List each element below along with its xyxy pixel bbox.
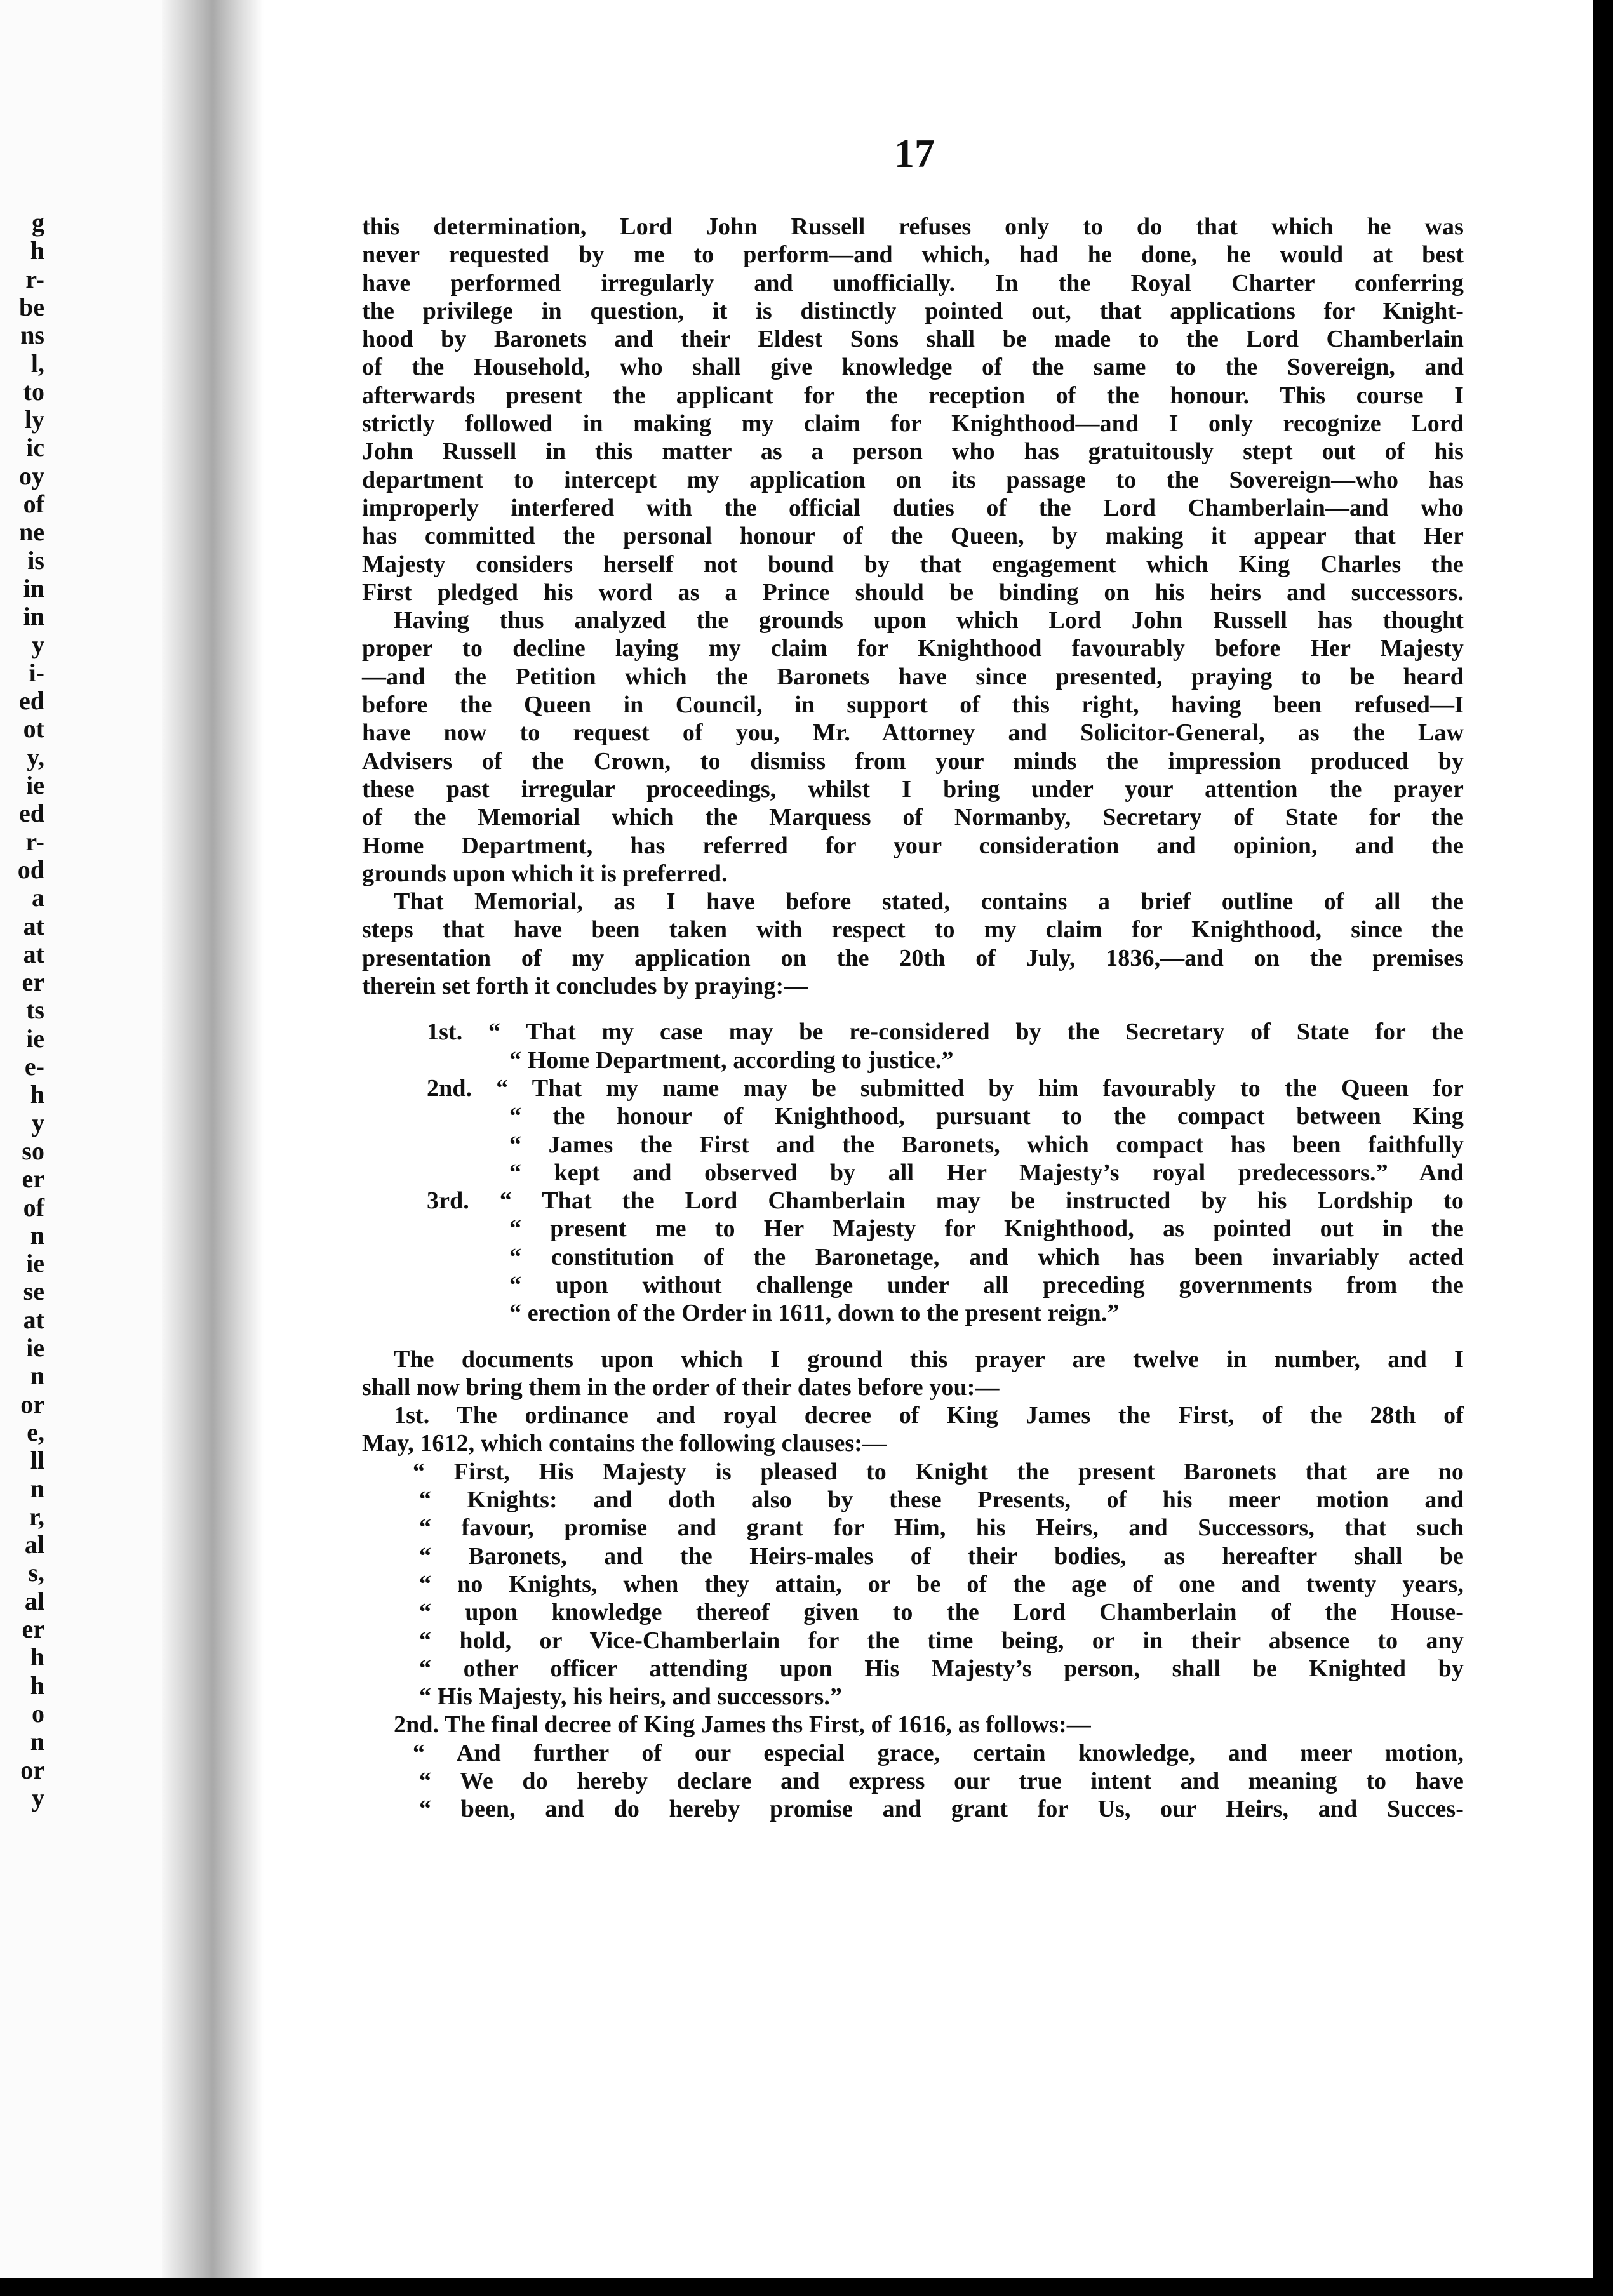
margin-fragment: so xyxy=(22,1136,44,1165)
text-line: 1st. “ That my case may be re-considered by the Secretary of State for the xyxy=(427,1018,1464,1046)
text-line: shall now bring them in the order of their dates before you:— xyxy=(362,1373,1000,1401)
text-line: department to intercept my application on its passage to the Sovereign—who has xyxy=(362,466,1464,493)
text-line: this determination, Lord John Russell refuses only to do that which he was xyxy=(362,213,1464,240)
text-line: 1st. The ordinance and royal decree of King James the First, of the 28th of xyxy=(394,1402,1464,1429)
text-line: have now to request of you, Mr. Attorney and Solicitor-General, as the Law xyxy=(362,719,1464,747)
margin-fragment: at xyxy=(23,1305,44,1334)
margin-fragment: y, xyxy=(27,742,44,771)
text-line: “ constitution of the Baronetage, and which has been invariably acted xyxy=(509,1243,1464,1271)
text-line: “ Knights: and doth also by these Presents, of his meer motion and xyxy=(419,1486,1464,1514)
margin-fragment: e, xyxy=(27,1417,44,1446)
text-line: “ hold, or Vice-Chamberlain for the time being, or in their absence to any xyxy=(419,1627,1464,1654)
margin-fragment: be xyxy=(19,292,44,321)
text-line: Home Department, has referred for your consideration and opinion, and the xyxy=(362,832,1464,859)
margin-fragment: o xyxy=(32,1699,44,1728)
margin-fragment: ie xyxy=(26,771,44,799)
margin-fragment: of xyxy=(23,490,44,518)
text-line: “ favour, promise and grant for Him, his Heirs, and Successors, that such xyxy=(419,1514,1464,1542)
text-line: May, 1612, which contains the following clauses:— xyxy=(362,1430,887,1457)
margin-fragment: is xyxy=(27,545,44,575)
text-line: “ upon knowledge thereof given to the Lord Chamberlain of the House- xyxy=(419,1599,1464,1626)
text-line: these past irregular proceedings, whilst I bring under your attention the prayer xyxy=(362,775,1464,803)
text-line: before the Queen in Council, in support of this right, having been refused—I xyxy=(362,691,1464,719)
margin-fragment: ed xyxy=(19,799,44,828)
text-line: “ upon without challenge under all preceding governments from the xyxy=(509,1271,1464,1298)
text-line: therein set forth it concludes by praying:— xyxy=(362,973,808,1000)
text-line: hood by Baronets and their Eldest Sons shall be made to the Lord Chamberlain xyxy=(362,326,1464,353)
text-line: Majesty considers herself not bound by that engagement which King Charles the xyxy=(362,551,1464,578)
text-line: of the Memorial which the Marquess of Normanby, Secretary of State for the xyxy=(362,804,1464,831)
margin-fragment: h xyxy=(30,236,44,265)
text-line: proper to decline laying my claim for Knighthood favourably before Her Majesty xyxy=(362,635,1464,662)
margin-fragment: r, xyxy=(29,1502,44,1531)
text-line: 2nd. The final decree of King James ths First, of 1616, as follows:— xyxy=(394,1711,1091,1739)
margin-fragment: y xyxy=(32,1108,44,1137)
margin-fragment: a xyxy=(32,883,44,912)
text-line: First pledged his word as a Prince should be binding on his heirs and successors. xyxy=(362,578,1464,606)
margin-fragment: h xyxy=(30,1671,44,1700)
margin-fragment: n xyxy=(30,1220,44,1250)
margin-fragment: at xyxy=(23,911,44,940)
margin-fragment: n xyxy=(30,1474,44,1503)
margin-fragment: oy xyxy=(19,461,44,490)
margin-fragment: ot xyxy=(23,714,44,744)
text-line: “ Baronets, and the Heirs-males of their bodies, as hereafter shall be xyxy=(419,1542,1464,1570)
margin-fragment: in xyxy=(23,602,44,631)
line-spacer xyxy=(362,1328,1464,1345)
margin-fragment: g xyxy=(32,208,44,237)
text-line: the privilege in question, it is distinctly pointed out, that applications for Knight- xyxy=(362,297,1464,324)
text-line: “ We do hereby declare and express our true intent and meaning to have xyxy=(419,1768,1464,1795)
margin-fragment: se xyxy=(23,1277,44,1306)
text-line: improperly interfered with the official duties of the Lord Chamberlain—and who xyxy=(362,494,1464,521)
margin-fragment: or xyxy=(20,1755,44,1784)
margin-fragment: ne xyxy=(19,517,44,547)
margin-fragment: s, xyxy=(28,1558,44,1587)
margin-fragment: to xyxy=(23,377,44,406)
text-line: presentation of my application on the 20th of July, 1836,—and on the premises xyxy=(362,944,1464,971)
margin-fragment: l, xyxy=(30,349,44,378)
scan-border-bottom xyxy=(0,2278,1613,2296)
margin-fragment: ie xyxy=(26,1249,44,1278)
text-line: strictly followed in making my claim for Knighthood—and I only recognize Lord xyxy=(362,410,1464,437)
line-spacer xyxy=(362,1000,1464,1018)
text-line: steps that have been taken with respect to my claim for Knighthood, since the xyxy=(362,916,1464,944)
text-line: never requested by me to perform—and which, had he done, he would at best xyxy=(362,241,1464,269)
text-line: grounds upon which it is preferred. xyxy=(362,860,728,887)
margin-fragment: h xyxy=(30,1080,44,1109)
text-line: “ First, His Majesty is pleased to Knight the present Baronets that are no xyxy=(413,1458,1464,1485)
text-line: 3rd. “ That the Lord Chamberlain may be instructed by his Lordship to xyxy=(427,1187,1464,1215)
margin-fragment: or xyxy=(20,1389,44,1418)
margin-fragment: y xyxy=(32,630,44,659)
text-line: Advisers of the Crown, to dismiss from your minds the impression produced by xyxy=(362,747,1464,775)
text-line: “ been, and do hereby promise and grant for Us, our Heirs, and Succes- xyxy=(419,1796,1464,1823)
margin-fragment: h xyxy=(30,1643,44,1672)
text-line: “ erection of the Order in 1611, down to the present reign.” xyxy=(509,1300,1120,1327)
margin-fragment: al xyxy=(24,1530,44,1559)
text-line: Having thus analyzed the grounds upon which Lord John Russell has thought xyxy=(394,607,1464,634)
text-line: “ the honour of Knighthood, pursuant to the compact between King xyxy=(509,1103,1464,1130)
margin-fragment: i- xyxy=(29,658,44,687)
margin-fragment: ts xyxy=(26,996,44,1025)
text-line: “ James the First and the Baronets, which compact has been faithfully xyxy=(509,1131,1464,1158)
text-line: —and the Petition which the Baronets have since presented, praying to be heard xyxy=(362,663,1464,690)
margin-fragment: ed xyxy=(19,686,44,716)
book-gutter-shadow xyxy=(162,0,264,2278)
margin-fragment: od xyxy=(17,855,44,884)
text-line: 2nd. “ That my name may be submitted by him favourably to the Queen for xyxy=(427,1074,1464,1102)
margin-fragment: ic xyxy=(26,433,44,462)
margin-fragment: ns xyxy=(20,321,44,350)
margin-fragment: at xyxy=(23,939,44,968)
text-line: “ present me to Her Majesty for Knighthood, as pointed out in the xyxy=(509,1215,1464,1243)
scan-border-right xyxy=(1593,0,1613,2296)
page-text xyxy=(362,213,1464,1824)
text-line: have performed irregularly and unofficially. In the Royal Charter conferring xyxy=(362,269,1464,297)
text-line: afterwards present the applicant for the reception of the honour. This course I xyxy=(362,382,1464,409)
text-line: “ His Majesty, his heirs, and successors.” xyxy=(419,1683,843,1711)
margin-fragment: er xyxy=(22,968,44,997)
text-line: “ kept and observed by all Her Majesty’s royal predecessors.” And xyxy=(509,1159,1464,1186)
text-line: of the Household, who shall give knowledge of the same to the Sovereign, and xyxy=(362,354,1464,381)
margin-fragment: ll xyxy=(30,1446,44,1475)
text-line: John Russell in this matter as a person who has gratuitously stept out of his xyxy=(362,438,1464,465)
margin-fragment: of xyxy=(23,1192,44,1222)
margin-fragment: r- xyxy=(25,264,44,293)
margin-fragment: n xyxy=(30,1361,44,1391)
text-line: “ Home Department, according to justice.” xyxy=(509,1046,954,1074)
margin-fragment: in xyxy=(23,573,44,603)
text-line: “ other officer attending upon His Majesty’s person, shall be Knighted by xyxy=(419,1655,1464,1682)
margin-fragment: e- xyxy=(24,1052,44,1081)
page-number: 17 xyxy=(894,131,935,176)
margin-fragment: er xyxy=(22,1165,44,1194)
text-line: “ And further of our especial grace, certain knowledge, and meer motion, xyxy=(413,1739,1464,1766)
text-line: has committed the personal honour of the Queen, by making it appear that Her xyxy=(362,523,1464,550)
margin-fragment: ly xyxy=(24,405,44,434)
margin-fragment: n xyxy=(30,1727,44,1756)
text-line: The documents upon which I ground this prayer are twelve in number, and I xyxy=(394,1345,1464,1373)
margin-fragment: al xyxy=(24,1586,44,1615)
margin-fragment: r- xyxy=(25,827,44,856)
margin-fragment: ie xyxy=(26,1024,44,1053)
margin-fragment: y xyxy=(32,1783,44,1812)
margin-fragment: ie xyxy=(26,1333,44,1362)
margin-fragment: er xyxy=(22,1615,44,1643)
text-line: “ no Knights, when they attain, or be of the age of one and twenty years, xyxy=(419,1570,1464,1598)
text-line: That Memorial, as I have before stated, contains a brief outline of all the xyxy=(394,888,1464,916)
